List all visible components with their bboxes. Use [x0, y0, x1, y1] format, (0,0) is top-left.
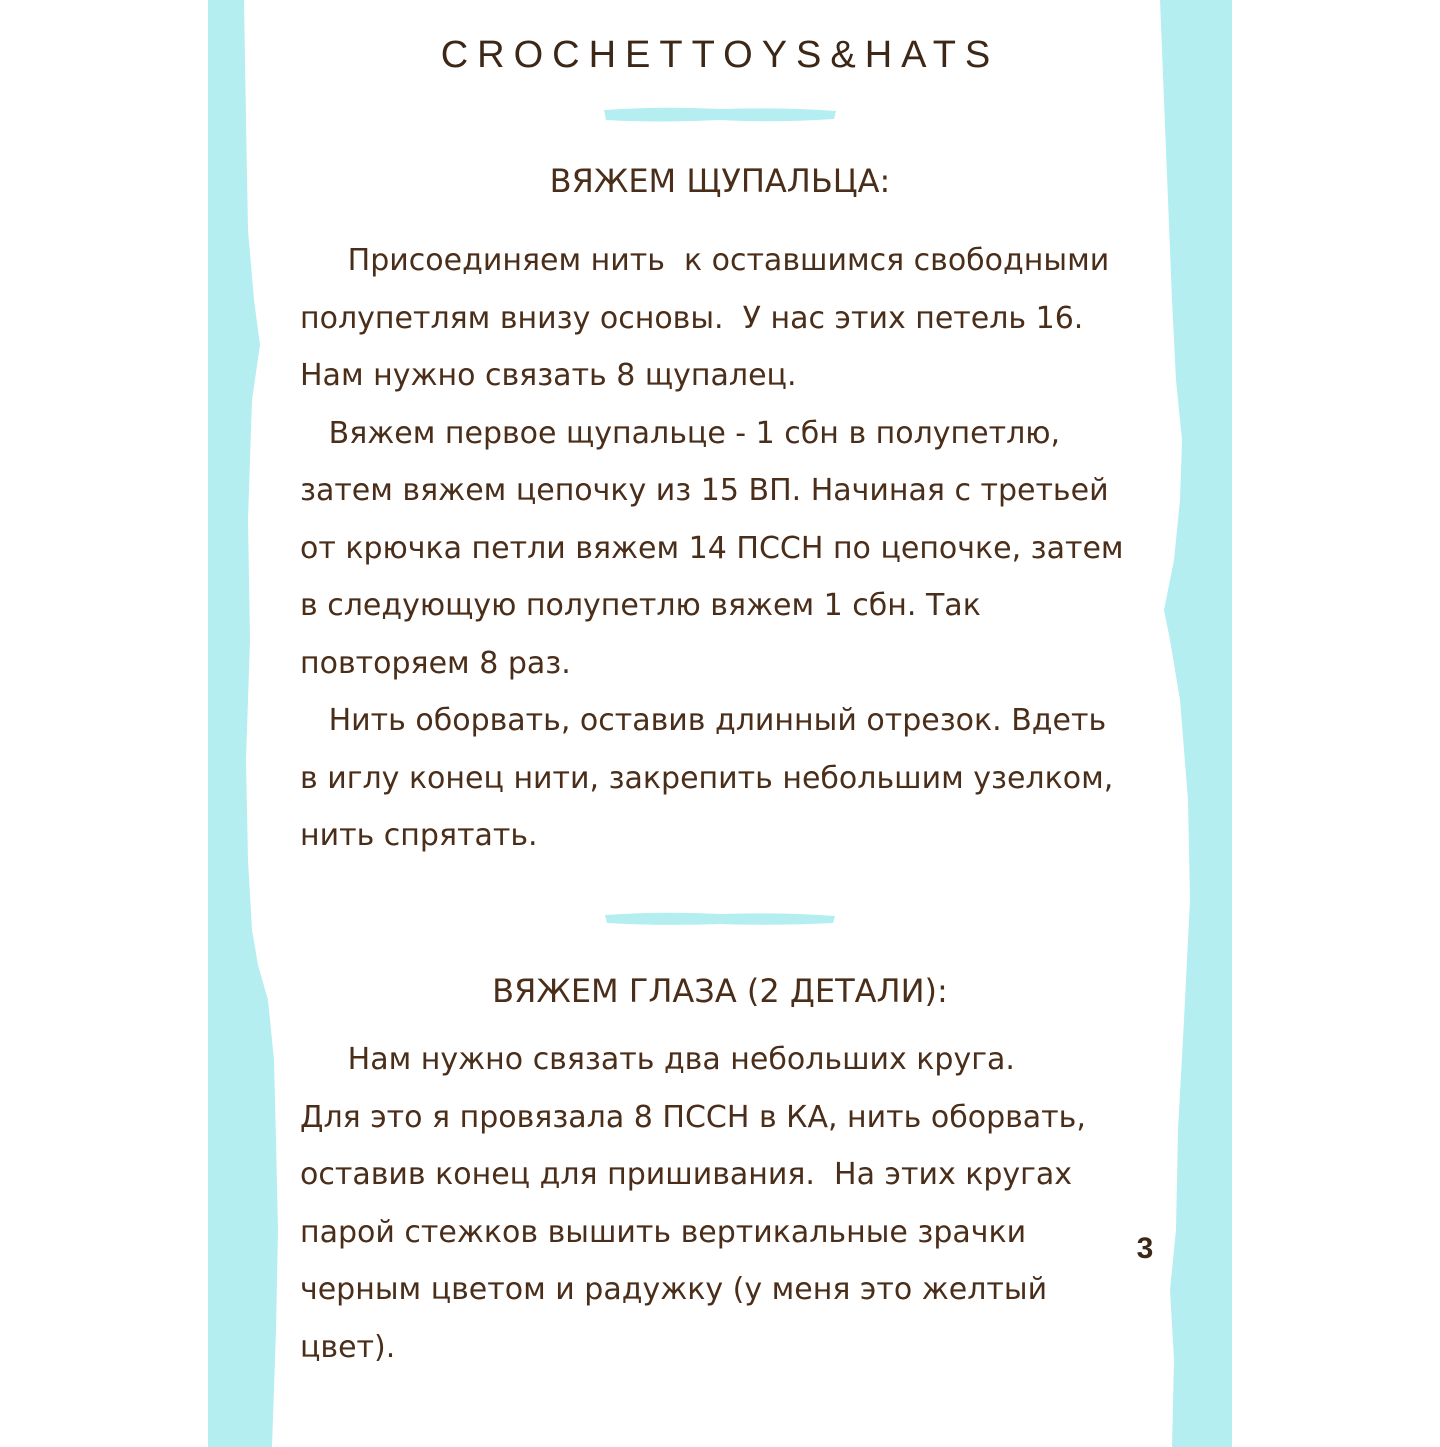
- body-line: в следующую полупетлю вяжем 1 сбн. Так: [300, 588, 981, 623]
- body-line: повторяем 8 раз.: [300, 645, 571, 681]
- body-line: в иглу конец нити, закрепить небольшим узелком,: [300, 760, 1114, 796]
- section-heading-tentacles: ВЯЖЕМ ЩУПАЛЬЦА:: [549, 162, 891, 200]
- body-line: черным цветом и радужку (у меня это желтый: [300, 1272, 1048, 1307]
- body-line: Нам нужно связать два небольших круга.: [300, 1042, 1015, 1077]
- body-line: Присоединяем нить к оставшимся свободными: [300, 243, 1110, 278]
- body-line: от крючка петли вяжем 14 ПССН по цепочке, затем: [300, 530, 1124, 566]
- section-body-tentacles: [300, 232, 1160, 865]
- brand-title: CROCHETTOYS&HATS: [440, 34, 1000, 76]
- body-line: нить спрятать.: [300, 818, 538, 853]
- left-brush-shape: [208, 0, 278, 1447]
- top-divider: [602, 104, 838, 126]
- body-line: цвет).: [300, 1329, 396, 1365]
- body-line: полупетлям внизу основы. У нас этих петель 16.: [300, 300, 1084, 336]
- section-heading-eyes: ВЯЖЕМ ГЛАЗА (2 ДЕТАЛИ):: [492, 972, 948, 1010]
- body-line: Нить оборвать, оставив длинный отрезок. Вдеть: [300, 703, 1107, 738]
- body-line: Нам нужно связать 8 щупалец.: [300, 358, 797, 393]
- section-body-eyes: [300, 1031, 1160, 1376]
- right-brush-stroke: [1160, 0, 1232, 1447]
- body-line: оставив конец для пришивания. На этих кругах: [300, 1157, 1073, 1192]
- right-brush-shape: [1160, 0, 1232, 1447]
- body-line: Для это я провязала 8 ПССН в КА, нить оборвать,: [300, 1099, 1086, 1135]
- body-line: парой стежков вышить вертикальные зрачки: [300, 1214, 1027, 1250]
- body-line: Вяжем первое щупальце - 1 сбн в полупетлю,: [300, 415, 1061, 451]
- page-number: 3: [1136, 1232, 1154, 1265]
- body-line: затем вяжем цепочку из 15 ВП. Начиная с третьей: [300, 473, 1109, 508]
- left-brush-stroke: [208, 0, 278, 1447]
- middle-divider: [602, 908, 838, 930]
